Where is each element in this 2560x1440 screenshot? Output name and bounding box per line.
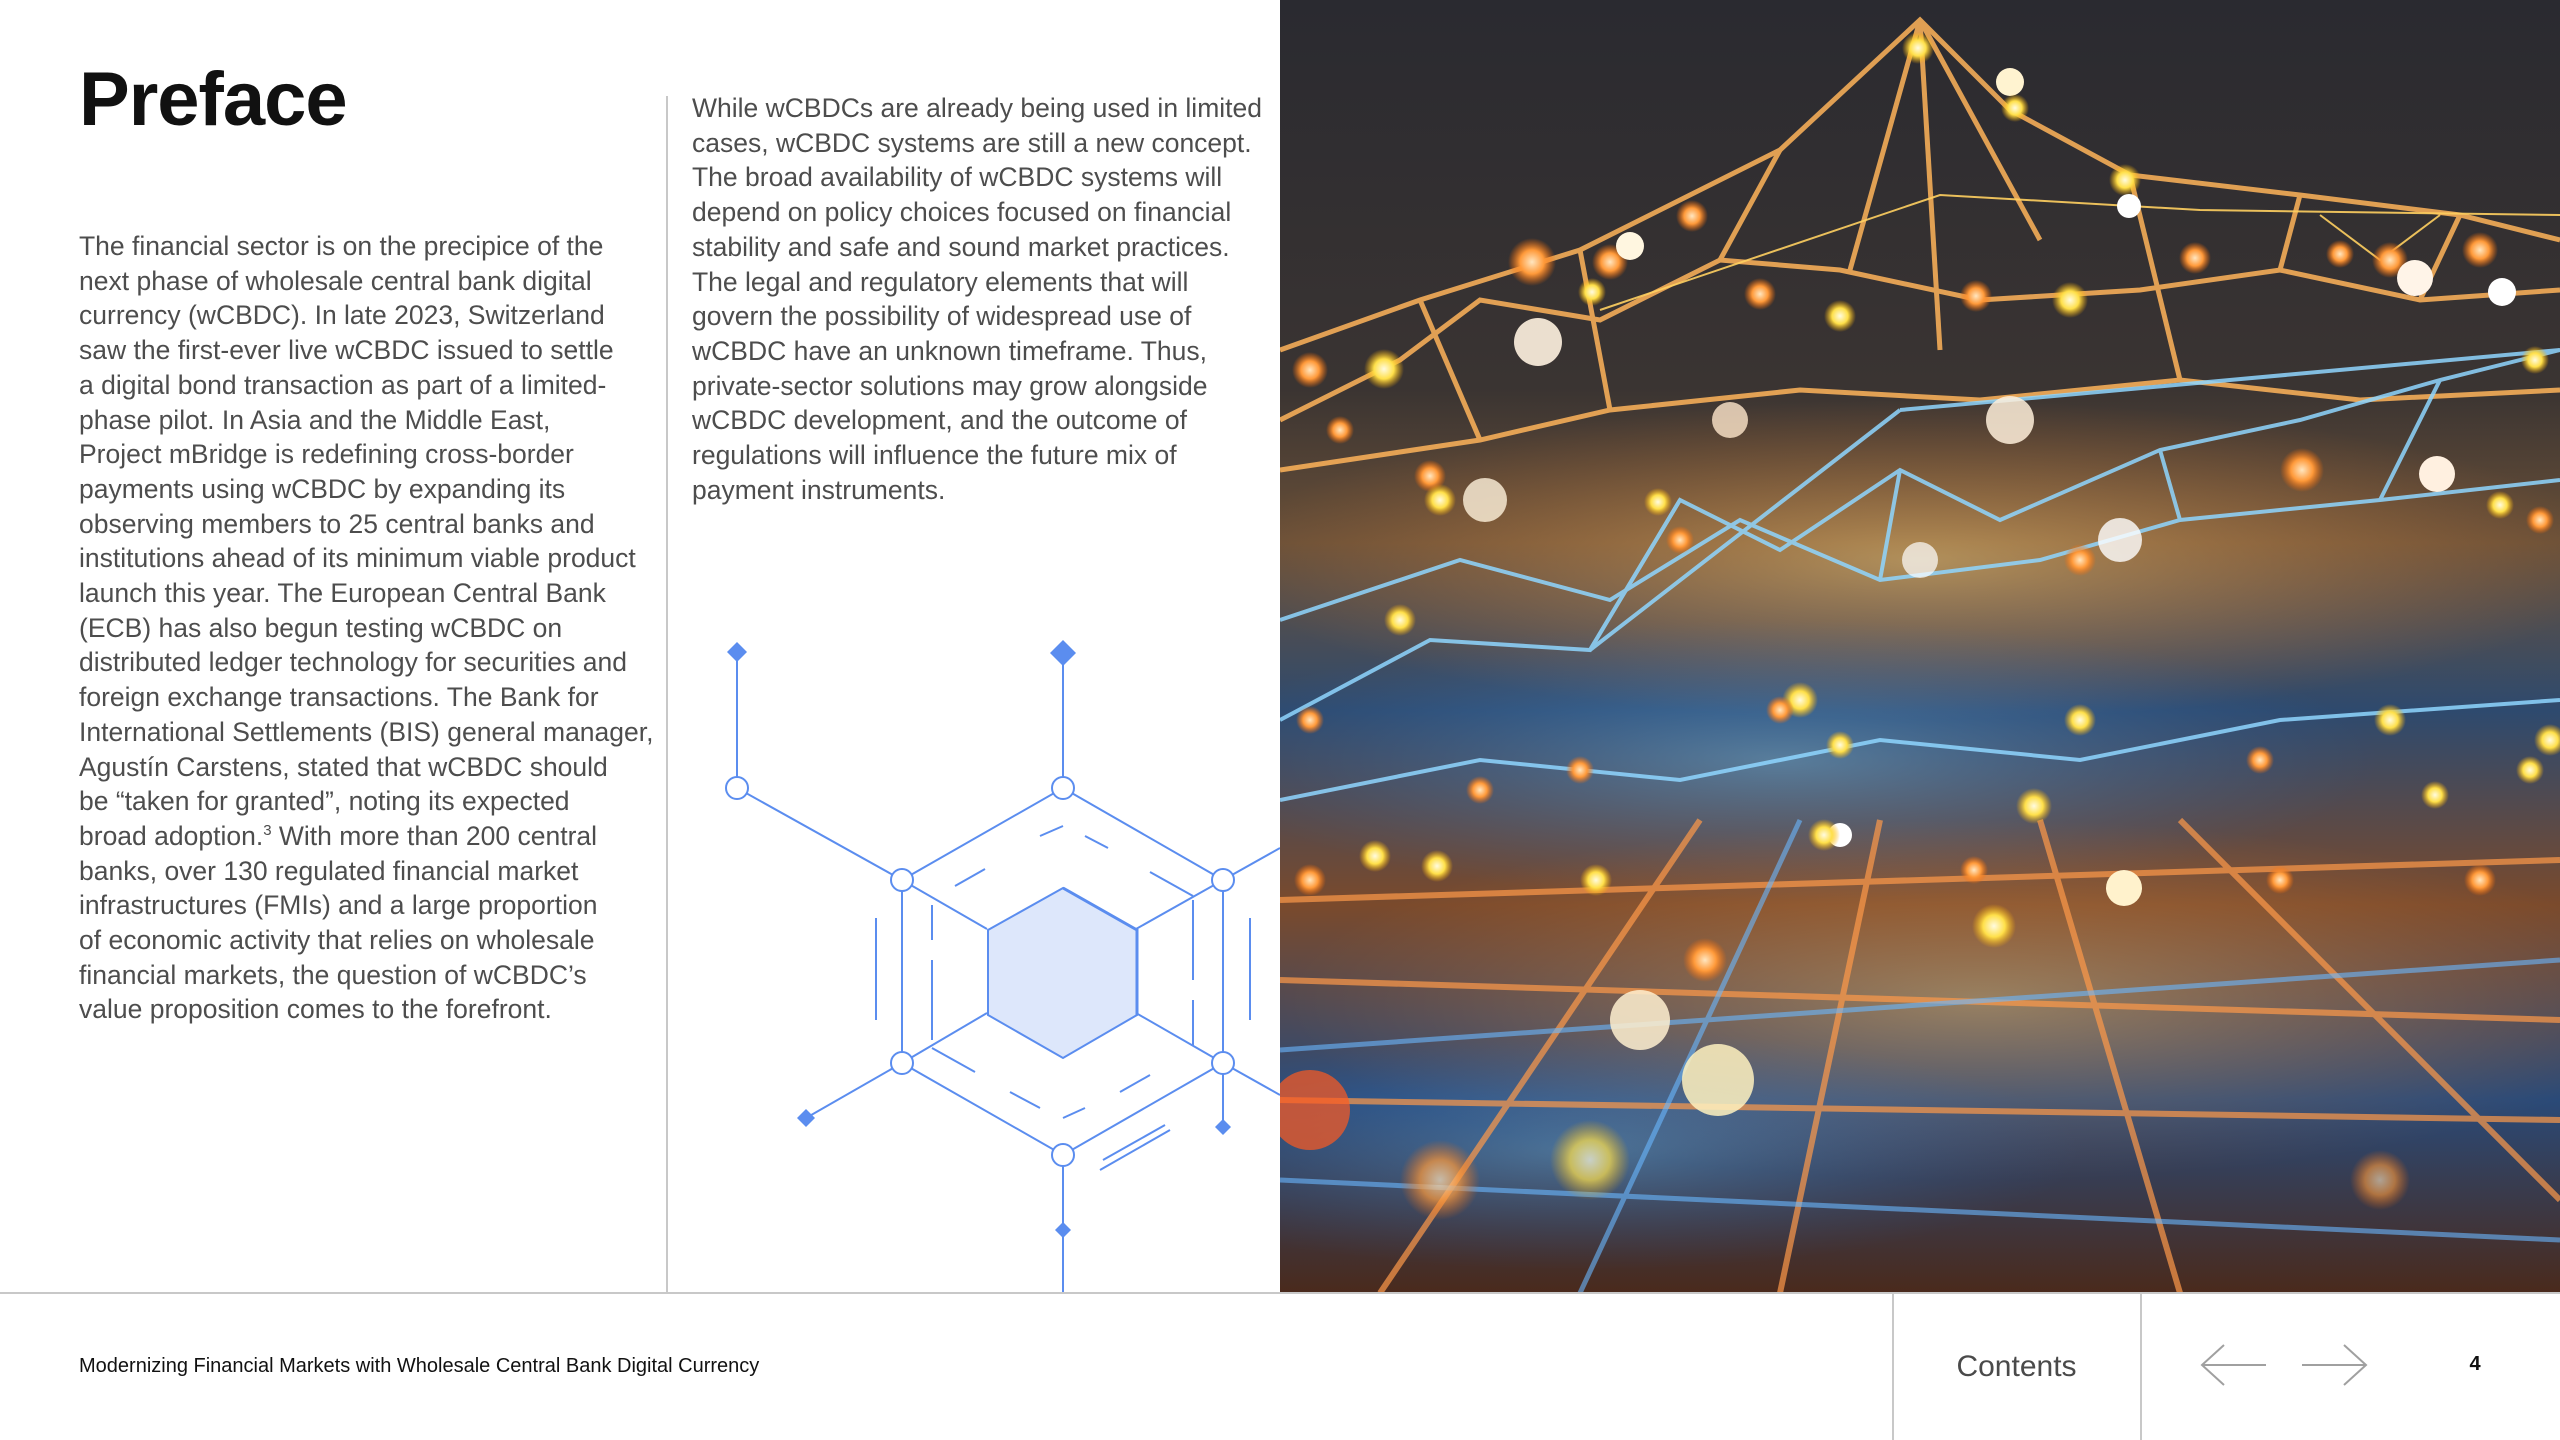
paragraph-line: institutions ahead of its minimum viable product bbox=[79, 543, 636, 574]
paragraph-line: banks, over 130 regulated financial market bbox=[79, 855, 579, 886]
paragraph-line: Project mBridge is redefining cross-border bbox=[79, 439, 574, 470]
contents-link[interactable]: Contents bbox=[1956, 1350, 2077, 1383]
arrow-right-icon[interactable] bbox=[2298, 1340, 2370, 1390]
paragraph-line: of economic activity that relies on wholesale bbox=[79, 925, 595, 956]
paragraph-line: distributed ledger technology for securities and bbox=[79, 647, 627, 678]
paragraph-line: currency (wCBDC). In late 2023, Switzerland bbox=[79, 300, 605, 331]
paragraph-line: phase pilot. In Asia and the Middle East, bbox=[79, 404, 551, 435]
body-column-left bbox=[79, 229, 654, 1027]
paragraph-line: foreign exchange transactions. The Bank for bbox=[79, 682, 599, 713]
paragraph-line: cases, wCBDC systems are still a new concept. bbox=[692, 127, 1252, 158]
footer-divider bbox=[0, 1292, 2560, 1294]
paragraph-line: launch this year. The European Central Bank bbox=[79, 578, 606, 609]
paragraph-line: stability and safe and sound market practices. bbox=[692, 231, 1230, 262]
paragraph-line: wCBDC development, and the outcome of bbox=[692, 405, 1187, 436]
paragraph-line: payment instruments. bbox=[692, 474, 946, 505]
paragraph-line: be “taken for granted”, noting its expected bbox=[79, 786, 570, 817]
paragraph-line: financial markets, the question of wCBDC’s bbox=[79, 959, 587, 990]
paragraph-line: payments using wCBDC by expanding its bbox=[79, 473, 566, 504]
paragraph-line: a digital bond transaction as part of a limited- bbox=[79, 369, 607, 400]
publication-title: Modernizing Financial Markets with Wholesale Central Bank Digital Currency bbox=[79, 1355, 760, 1377]
paragraph-line: (ECB) has also begun testing wCBDC on bbox=[79, 612, 563, 643]
paragraph-fragment: With more than 200 central bbox=[271, 820, 598, 851]
paragraph-line: depend on policy choices focused on financial bbox=[692, 197, 1232, 228]
paragraph-line: The legal and regulatory elements that will bbox=[692, 266, 1189, 297]
paragraph-line-with-footnote bbox=[79, 819, 639, 854]
network-photo bbox=[1280, 0, 2560, 1293]
paragraph-line: saw the first-ever live wCBDC issued to settle bbox=[79, 335, 614, 366]
arrow-left-icon[interactable] bbox=[2198, 1340, 2270, 1390]
paragraph-line: infrastructures (FMIs) and a large proportion bbox=[79, 890, 598, 921]
hexagon-network-icon bbox=[700, 620, 1280, 1293]
paragraph-line: wCBDC have an unknown timeframe. Thus, bbox=[692, 335, 1208, 366]
paragraph-line: observing members to 25 central banks and bbox=[79, 508, 595, 539]
paragraph-line: value proposition comes to the forefront. bbox=[79, 994, 552, 1025]
page-title: Preface bbox=[79, 57, 347, 142]
footnote-marker[interactable]: 3 bbox=[263, 822, 272, 840]
paragraph-line: Agustín Carstens, stated that wCBDC should bbox=[79, 751, 608, 782]
paragraph-line: International Settlements (BIS) general manager, bbox=[79, 716, 654, 747]
paragraph-line: The broad availability of wCBDC systems will bbox=[692, 162, 1223, 193]
body-column-right bbox=[692, 91, 1262, 507]
column-divider bbox=[666, 96, 668, 1293]
paragraph-fragment: broad adoption. bbox=[79, 820, 264, 851]
paragraph-line: next phase of wholesale central bank digital bbox=[79, 265, 592, 296]
paragraph-line: govern the possibility of widespread use of bbox=[692, 301, 1192, 332]
paragraph-line: While wCBDCs are already being used in limited bbox=[692, 93, 1262, 123]
paragraph-line: regulations will influence the future mix of bbox=[692, 440, 1177, 471]
paragraph-line: The financial sector is on the precipice of the bbox=[79, 231, 604, 261]
footer-separator bbox=[2140, 1294, 2142, 1440]
page-number: 4 bbox=[2469, 1353, 2481, 1375]
paragraph-line: private-sector solutions may grow alongside bbox=[692, 370, 1208, 401]
